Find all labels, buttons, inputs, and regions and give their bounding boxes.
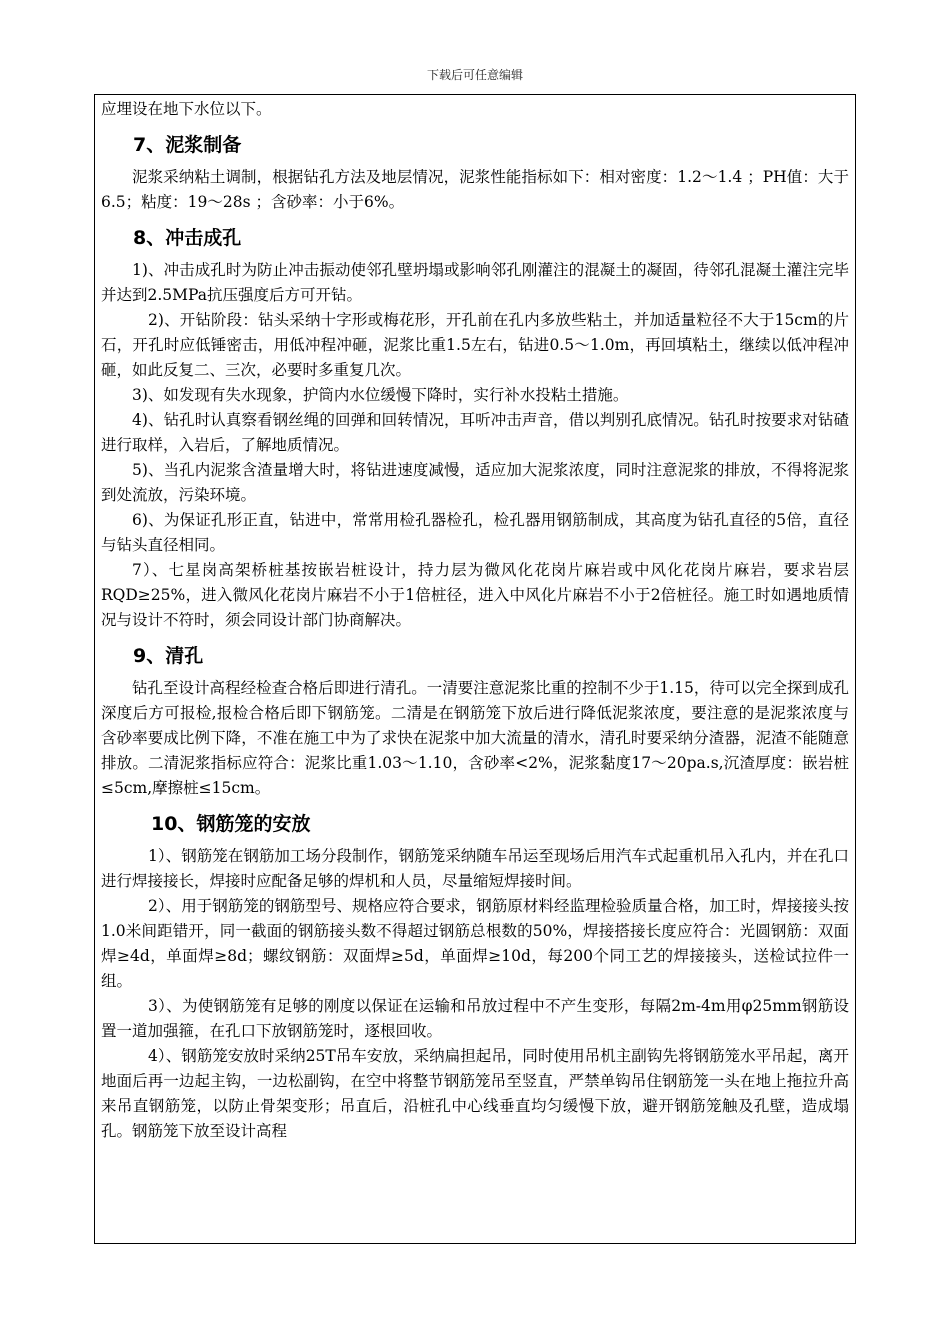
section-7-paragraph-1: 泥浆采纳粘土调制，根据钻孔方法及地层情况，泥浆性能指标如下：相对密度：1.2～1.4 ；PH值：大于6.5；粘度：19～28s ；含砂率：小于6%。 bbox=[101, 168, 849, 211]
section-8-paragraph-7: 7）、七星岗高架桥桩基按嵌岩桩设计，持力层为微风化花岗片麻岩或中风化花岗片麻岩，要求岩层RQD≥25%，进入微风化花岗片麻岩不小于1倍桩径，进入中风化片麻岩不小于2倍桩径。施工时如遇地质情况与设计不符时，须会同设计部门协商解决。 bbox=[101, 561, 849, 629]
section-8-paragraph-1: 1)、冲击成孔时为防止冲击振动使邻孔壁坍塌或影响邻孔刚灌注的混凝土的凝固，待邻孔混凝土灌注完毕并达到2.5MPa抗压强度后方可开钻。 bbox=[101, 261, 849, 304]
section-8-paragraph-2: 2)、开钻阶段：钻头采纳十字形或梅花形，开孔前在孔内多放些粘土，并加适量粒径不大于15cm的片石，开孔时应低锤密击，用低冲程冲砸，泥浆比重1.5左右，钻进0.5～1.0m，再回填粘土，继续以低冲程冲砸，如此反复二、三次，必要时多重复几次。 bbox=[101, 311, 849, 379]
intro-paragraph: 应埋设在地下水位以下。 bbox=[101, 100, 272, 118]
section-10-paragraph-3: 3）、为使钢筋笼有足够的刚度以保证在运输和吊放过程中不产生变形，每隔2m-4m用φ25mm钢筋设置一道加强箍，在孔口下放钢筋笼时，逐根回收。 bbox=[101, 997, 849, 1040]
section-9-heading: 9、清孔 bbox=[133, 645, 204, 667]
content-frame bbox=[94, 94, 856, 1244]
section-8-paragraph-5: 5)、当孔内泥浆含渣量增大时，将钻进速度减慢，适应加大泥浆浓度，同时注意泥浆的排放，不得将泥浆到处流放，污染环境。 bbox=[101, 461, 849, 504]
section-7-heading: 7、泥浆制备 bbox=[133, 134, 242, 156]
section-8-paragraph-4: 4)、钻孔时认真察看钢丝绳的回弹和回转情况，耳听冲击声音，借以判别孔底情况。钻孔时按要求对钻碴进行取样，入岩后，了解地质情况。 bbox=[101, 411, 849, 454]
section-10-heading: 10、钢筋笼的安放 bbox=[151, 813, 311, 835]
section-8-heading: 8、冲击成孔 bbox=[133, 227, 242, 249]
section-10-paragraph-4: 4）、钢筋笼安放时采纳25T吊车安放，采纳扁担起吊，同时使用吊机主副钩先将钢筋笼水平吊起，离开地面后再一边起主钩，一边松副钩，在空中将整节钢筋笼吊至竖直，严禁单钩吊住钢筋笼一头在地上拖拉升高来吊直钢筋笼，以防止骨架变形；吊直后，沿桩孔中心线垂直均匀缓慢下放，避开钢筋笼触及孔壁，造成塌孔。钢筋笼下放至设计高程 bbox=[101, 1047, 849, 1140]
section-10-paragraph-1: 1）、钢筋笼在钢筋加工场分段制作，钢筋笼采纳随车吊运至现场后用汽车式起重机吊入孔内，并在孔口进行焊接接长，焊接时应配备足够的焊机和人员，尽量缩短焊接时间。 bbox=[101, 847, 849, 890]
section-10-paragraph-2: 2）、用于钢筋笼的钢筋型号、规格应符合要求，钢筋原材料经监理检验质量合格，加工时，焊接接头按1.0米间距错开，同一截面的钢筋接头数不得超过钢筋总根数的50%，焊接搭接长度应符合：光圆钢筋：双面焊≥4d，单面焊≥8d；螺纹钢筋：双面焊≥5d，单面焊≥10d，每200个同工艺的焊接接头，送检试拉件一组。 bbox=[101, 897, 849, 990]
section-8-paragraph-6: 6)、为保证孔形正直，钻进中，常常用检孔器检孔，检孔器用钢筋制成，其高度为钻孔直径的5倍，直径与钻头直径相同。 bbox=[101, 511, 849, 554]
section-9-paragraph-1: 钻孔至设计高程经检查合格后即进行清孔。一清要注意泥浆比重的控制不少于1.15，待可以完全探到成孔深度后方可报检,报检合格后即下钢筋笼。二清是在钢筋笼下放后进行降低泥浆浓度，要注意的是泥浆浓度与含砂率要成比例下降，不准在施工中为了求快在泥浆中加大流量的清水，清孔时要采纳分渣器，泥渣不能随意排放。二清泥浆指标应符合：泥浆比重1.03～1.10，含砂率<2%，泥浆黏度17～20pa.s,沉渣厚度：嵌岩桩≤5cm,摩擦桩≤15cm。 bbox=[101, 679, 849, 797]
section-8-paragraph-3: 3)、如发现有失水现象，护筒内水位缓慢下降时，实行补水投粘土措施。 bbox=[132, 386, 629, 404]
page-header-note: 下载后可任意编辑 bbox=[426, 68, 523, 82]
